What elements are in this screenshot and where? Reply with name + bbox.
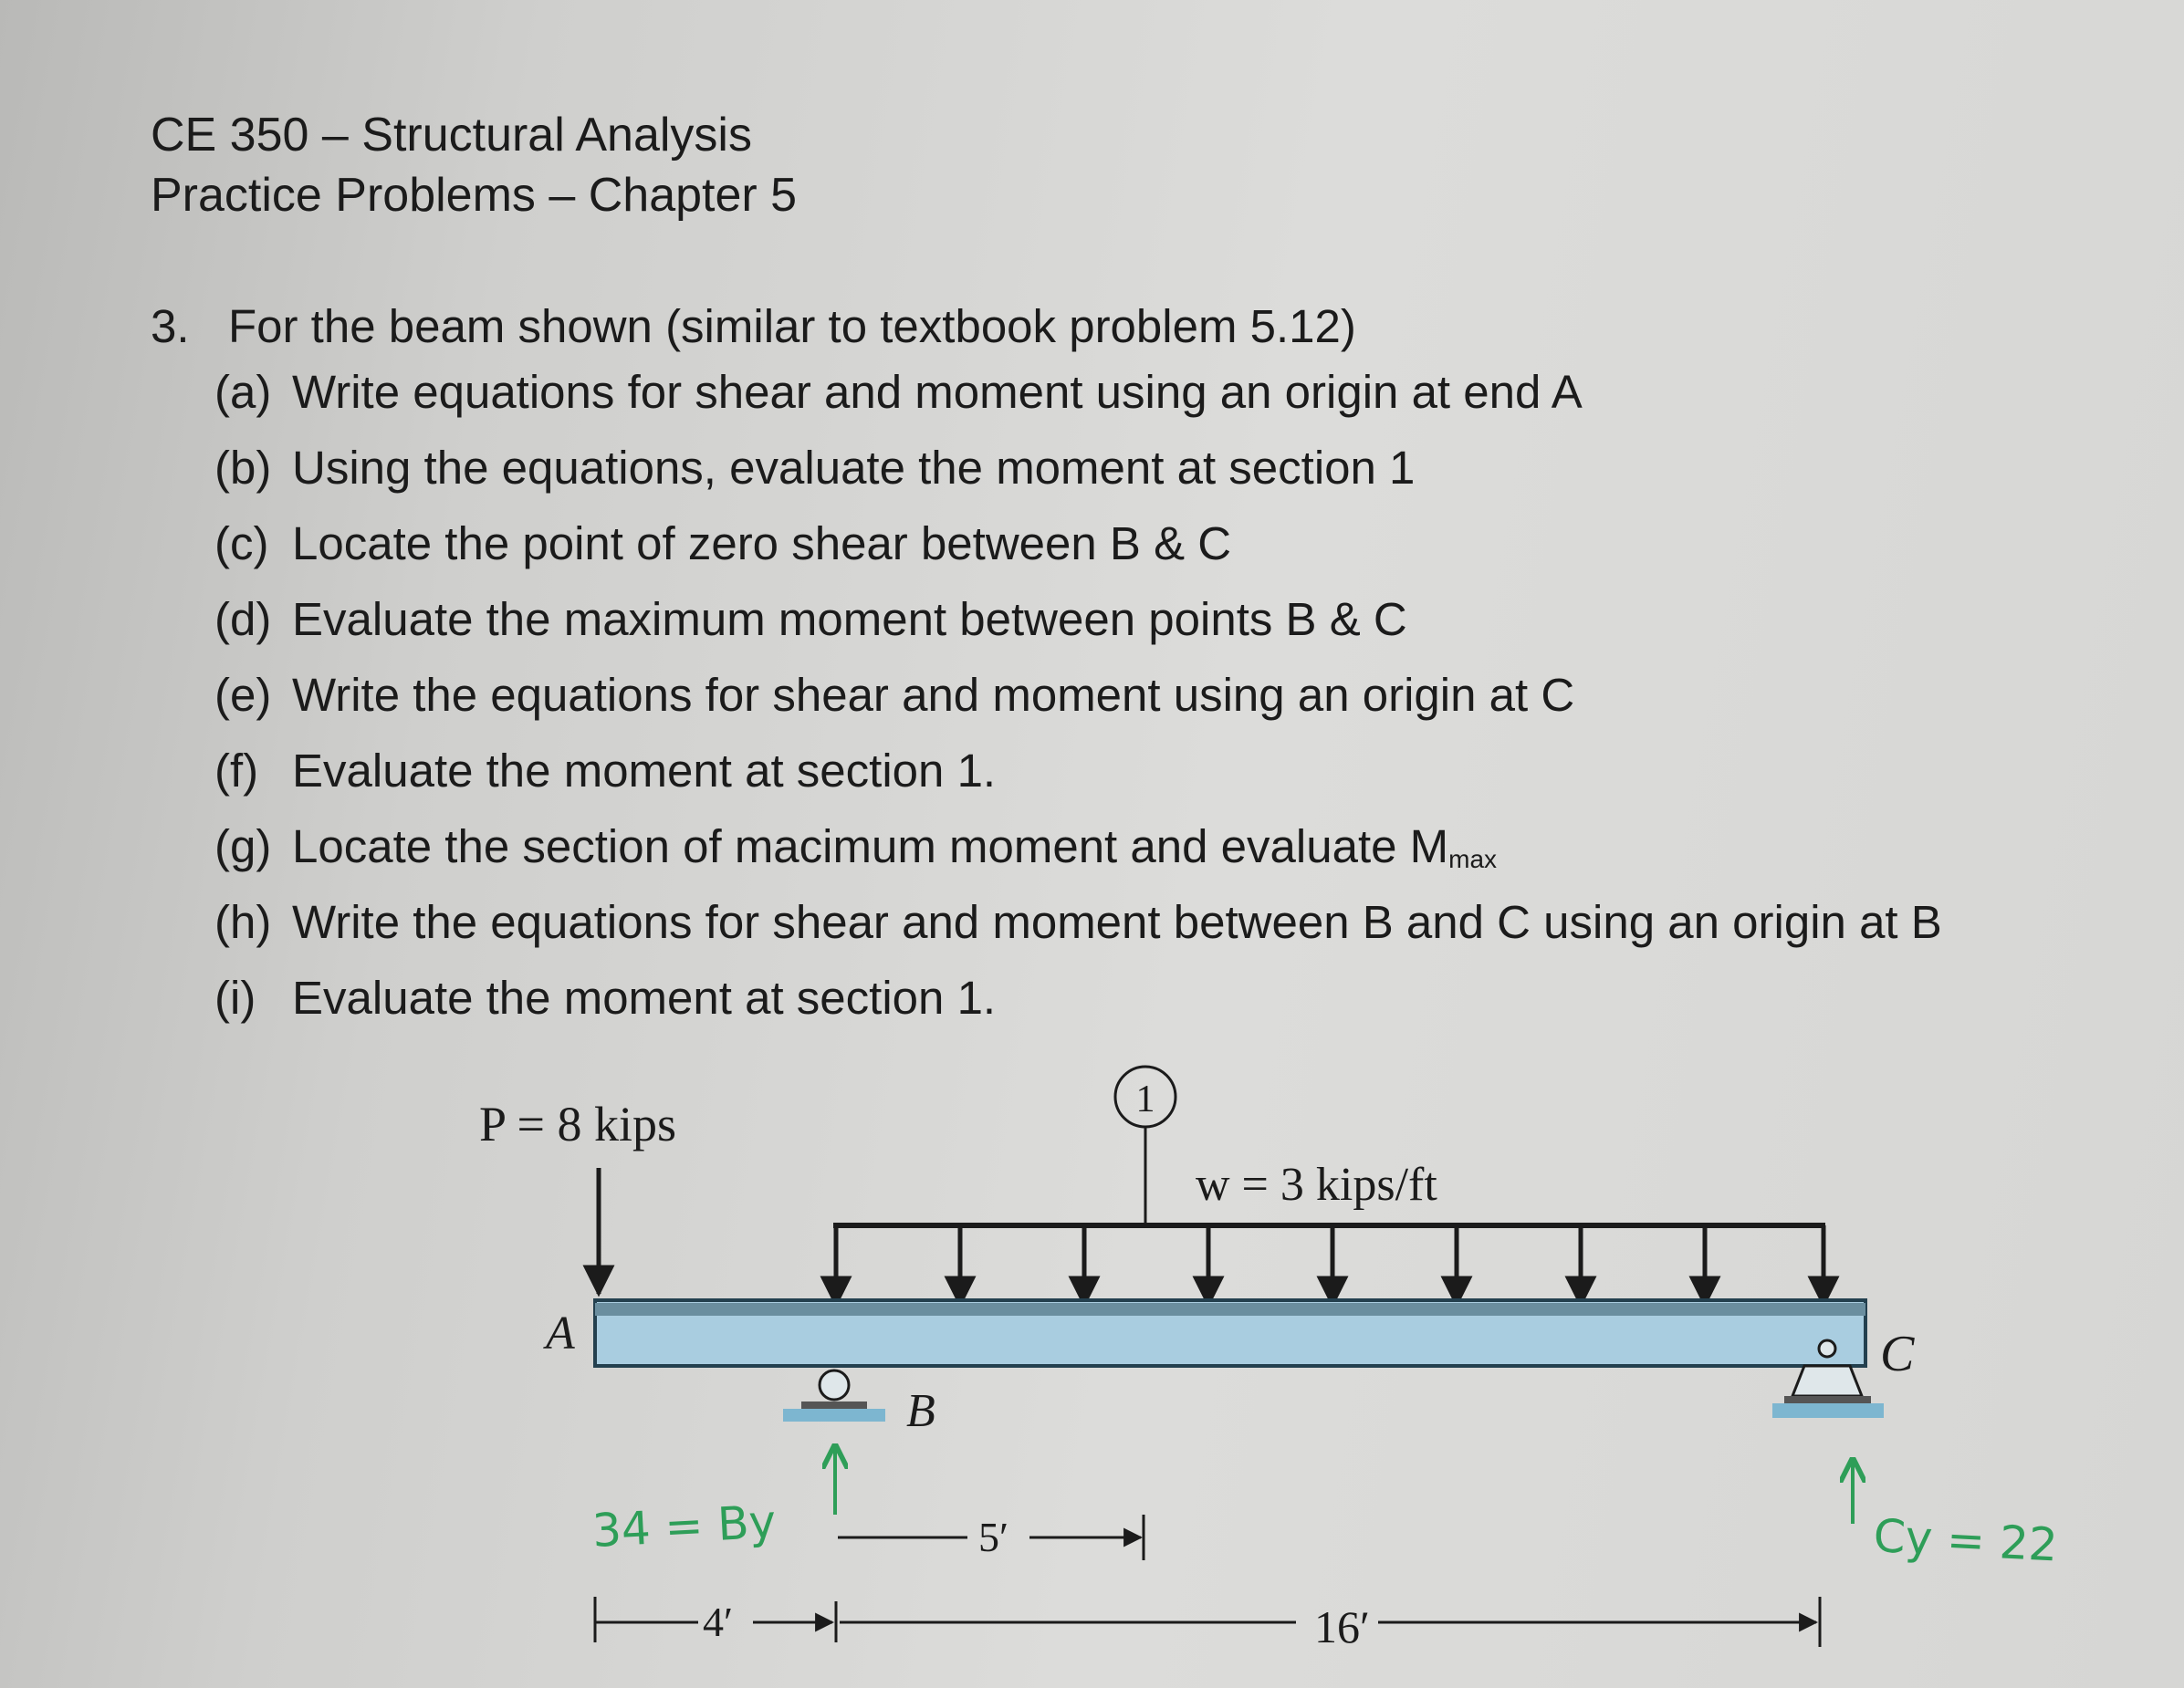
part-label: (d): [214, 593, 272, 645]
support-b: [783, 1370, 885, 1422]
part-label: (i): [214, 972, 256, 1024]
part-text: Using the equations, evaluate the moment at section 1: [292, 442, 1416, 494]
part-text: Evaluate the moment at section 1.: [292, 972, 997, 1024]
part-text: Write equations for shear and moment using an origin at end A: [292, 366, 1583, 418]
distributed-load-arrows: [836, 1225, 1823, 1305]
chapter-subtitle: Practice Problems – Chapter 5: [151, 169, 798, 222]
dim-5-label: 5′: [978, 1514, 1009, 1560]
part-label: (c): [214, 517, 269, 569]
section-1-label: 1: [1135, 1078, 1155, 1120]
part-subscript: max: [1448, 845, 1498, 873]
part-label: (f): [214, 745, 259, 797]
part-text: Write the equations for shear and moment between B and C using an origin at B: [292, 896, 1942, 948]
point-a-label: A: [546, 1308, 575, 1360]
part-text: Evaluate the moment at section 1.: [292, 745, 997, 797]
part-label: (a): [214, 366, 272, 418]
part-label: (b): [214, 442, 272, 494]
part-text: Evaluate the maximum moment between points B & C: [292, 593, 1407, 645]
part-label: (h): [214, 896, 272, 948]
course-title: CE 350 – Structural Analysis: [151, 109, 752, 162]
problem-stem: For the beam shown (similar to textbook problem 5.12): [228, 300, 1356, 352]
distributed-load-label: w = 3 kips/ft: [1196, 1159, 1437, 1211]
part-label: (e): [214, 669, 272, 721]
part-text: Write the equations for shear and moment using an origin at C: [292, 669, 1575, 721]
by-reaction-note: 34 = By: [590, 1495, 778, 1558]
point-c-label: C: [1880, 1326, 1915, 1382]
dim-16-label: 16′: [1314, 1601, 1370, 1652]
dim-4-label: 4′: [703, 1599, 734, 1645]
part-text: Locate the point of zero shear between B & C: [292, 517, 1232, 569]
cy-reaction-note: Cy = 22: [1872, 1509, 2059, 1572]
part-text: Locate the section of macimum moment and evaluate M: [292, 820, 1449, 872]
part-label: (g): [214, 820, 272, 872]
point-b-label: B: [906, 1385, 935, 1437]
problem-number: 3.: [151, 300, 190, 352]
beam-flange: [595, 1303, 1865, 1316]
point-load-label: P = 8 kips: [479, 1097, 676, 1151]
